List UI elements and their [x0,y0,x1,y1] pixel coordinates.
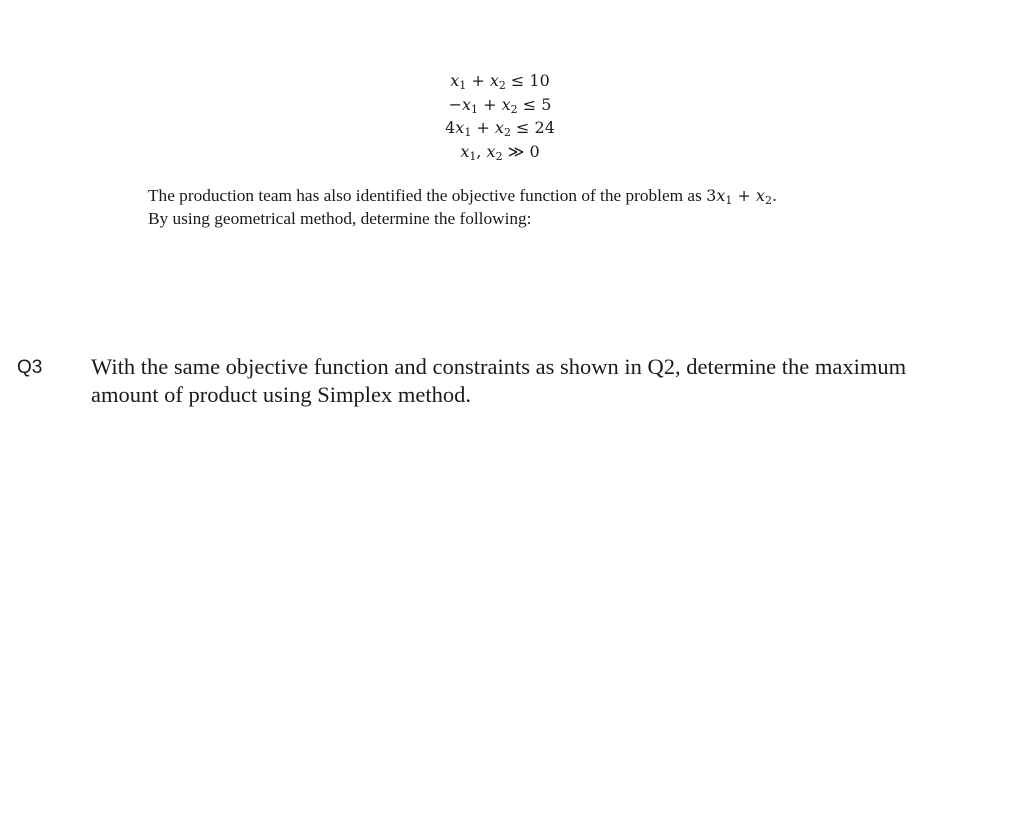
bound: ≫ 0 [502,141,540,161]
variable: x [450,71,460,90]
variable: x [755,186,765,205]
coefficient: 3 [706,186,717,205]
operator: + [732,186,756,205]
variable: x [716,186,726,205]
bound: ≤ 24 [510,118,555,137]
subscript: 2 [510,102,518,116]
question-label: Q3 [17,357,43,378]
coefficient: − [448,94,462,114]
subscript: 1 [464,126,472,139]
subscript: 2 [495,149,503,163]
operator: + [471,118,495,137]
variable: x [494,118,504,137]
variable: x [462,94,472,114]
variable: x [460,141,470,161]
constraint-line [400,116,600,140]
subscript: 2 [503,126,511,139]
paragraph-text: The production team has also identified the objective function of the problem as [148,186,707,205]
subscript: 1 [459,79,467,92]
question-line: With the same objective function and constraints as shown in Q2, determine the maximum [91,354,907,379]
variable: x [486,141,496,161]
bound: ≤ 10 [505,71,550,90]
subscript: 1 [725,194,733,207]
operator: , [476,141,487,161]
operator: + [466,71,490,90]
variable: x [489,71,499,90]
operator: + [478,94,502,114]
constraint-line [400,69,600,93]
variable: x [455,118,465,137]
subscript: 1 [469,149,477,163]
objective-paragraph [148,184,908,230]
variable: x [501,94,511,114]
paragraph-line: By using geometrical method, determine the following: [148,209,532,228]
subscript: 2 [498,79,506,92]
coefficient: 4 [445,118,456,137]
constraint-line [400,93,600,117]
bound: ≤ 5 [517,94,552,114]
period: . [771,186,778,205]
subscript: 2 [764,194,772,207]
objective-expression [706,186,777,205]
constraint-block [400,69,600,163]
paragraph-line [148,184,908,207]
constraint-line [400,140,600,164]
subscript: 1 [471,102,479,116]
question-text [91,353,1021,409]
question-line: amount of product using Simplex method. [91,382,471,407]
